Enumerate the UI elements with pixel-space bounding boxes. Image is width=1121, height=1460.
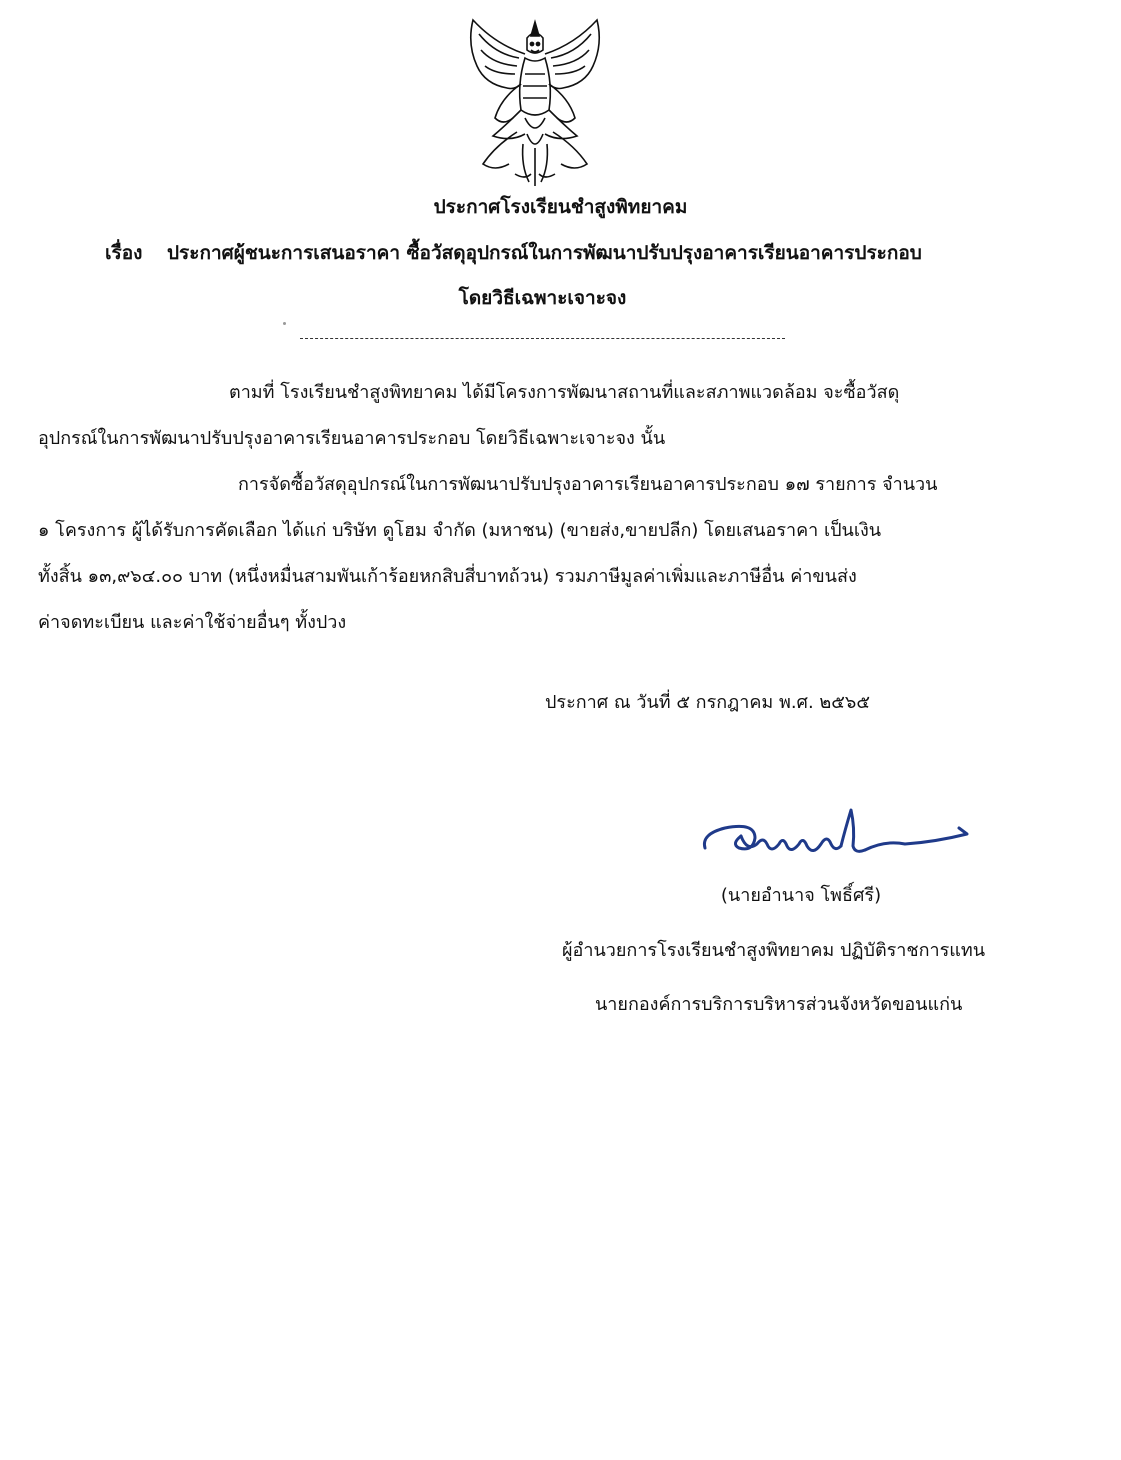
separator-line — [300, 338, 785, 339]
paragraph-2-line-3: ทั้งสิ้น ๑๓,๙๖๔.๐๐ บาท (หนึ่งหมื่นสามพันเก้าร้อยหกสิบสี่บาทถ้วน) รวมภาษีมูลค่าเพิ่มและภาษีอื่น ค่าขนส่ง — [38, 566, 857, 587]
signer-position-line-2: นายกองค์การบริการบริหารส่วนจังหวัดขอนแก่น — [595, 994, 963, 1015]
paragraph-1 — [38, 370, 1033, 462]
paragraph-2 — [38, 462, 1033, 646]
subject-text: ประกาศผู้ชนะการเสนอราคา ซื้อวัสดุอุปกรณ์ในการพัฒนาปรับปรุงอาคารเรียนอาคารประกอบ — [167, 242, 922, 264]
announcement-date: ประกาศ ณ วันที่ ๕ กรกฎาคม พ.ศ. ๒๕๖๕ — [545, 692, 870, 713]
handwritten-signature-icon — [695, 800, 985, 870]
paragraph-2-line-1: การจัดซื้อวัสดุอุปกรณ์ในการพัฒนาปรับปรุงอาคารเรียนอาคารประกอบ ๑๗ รายการ จำนวน — [238, 474, 938, 495]
announcement-body — [38, 370, 1033, 646]
signer-position-line-1: ผู้อำนวยการโรงเรียนชำสูงพิทยาคม ปฏิบัติราชการแทน — [562, 940, 986, 961]
paragraph-1-line-1: ตามที่ โรงเรียนชำสูงพิทยาคม ได้มีโครงการพัฒนาสถานที่และสภาพแวดล้อม จะซื้อวัสดุ — [229, 382, 900, 403]
announcement-title: ประกาศโรงเรียนชำสูงพิทยาคม — [433, 196, 688, 218]
paragraph-1-line-2: อุปกรณ์ในการพัฒนาปรับปรุงอาคารเรียนอาคารประกอบ โดยวิธีเฉพาะเจาะจง นั้น — [38, 428, 666, 449]
signer-name: (นายอำนาจ โพธิ์ศรี) — [720, 885, 882, 906]
subject-continuation: โดยวิธีเฉพาะเจาะจง — [458, 287, 627, 309]
garuda-emblem-icon — [455, 14, 615, 194]
subject-line — [105, 238, 1065, 268]
paragraph-2-line-2: ๑ โครงการ ผู้ได้รับการคัดเลือก ได้แก่ บริษัท ดูโฮม จำกัด (มหาชน) (ขายส่ง,ขายปลีก) โดยเสนอราคา เป็นเงิน — [38, 520, 882, 541]
scan-speck — [283, 322, 286, 325]
subject-label: เรื่อง — [105, 242, 143, 264]
paragraph-2-line-4: ค่าจดทะเบียน และค่าใช้จ่ายอื่นๆ ทั้งปวง — [38, 612, 347, 633]
